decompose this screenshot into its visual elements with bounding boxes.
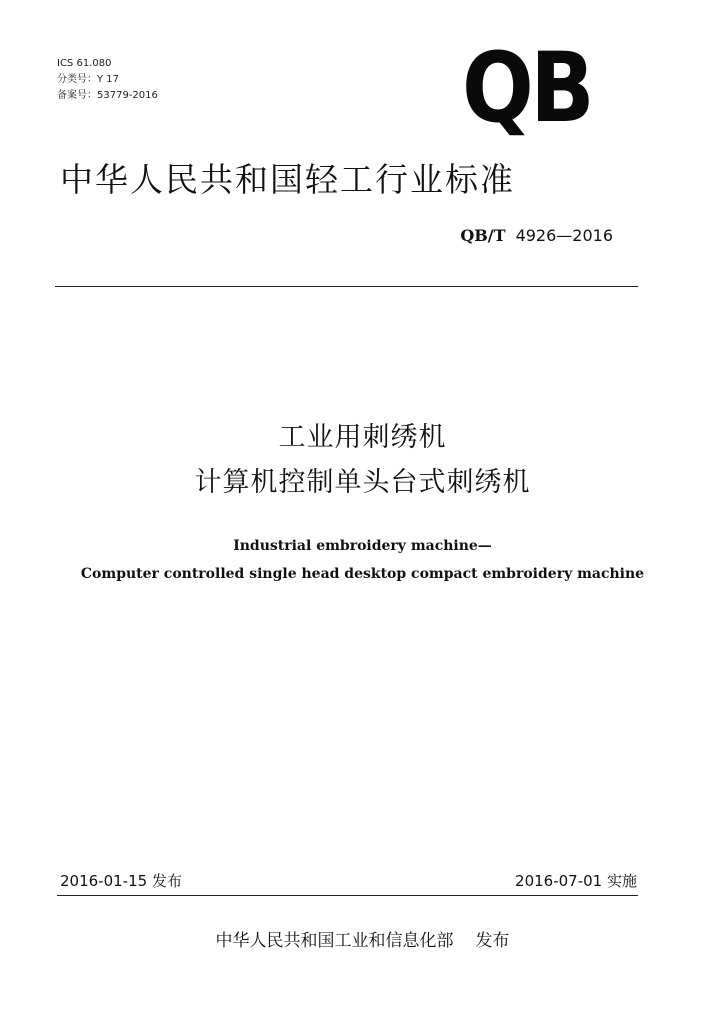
issuer-name: 中华人民共和国工业和信息化部 xyxy=(215,931,454,951)
bottom-divider xyxy=(57,895,638,896)
classification-number: 分类号：Y 17 xyxy=(57,74,120,85)
record-number: 备案号：53779-2016 xyxy=(57,90,158,101)
title-en-line2: Computer controlled single head desktop compact embroidery machine xyxy=(80,566,645,582)
top-divider xyxy=(55,286,638,287)
issue-date: 2016-01-15 发布 xyxy=(60,872,182,890)
issuer-verb: 发布 xyxy=(475,931,510,951)
organization-title: 中华人民共和国轻工行业标准 xyxy=(60,160,515,199)
standard-number xyxy=(460,226,613,246)
qb-logo: QB xyxy=(462,32,592,144)
ics-code: ICS 61.080 xyxy=(57,58,112,69)
implementation-date: 2016-07-01 实施 xyxy=(515,872,637,890)
document-metadata xyxy=(57,56,158,104)
title-cn-line1: 工业用刺绣机 xyxy=(278,422,447,453)
standard-prefix: QB/T xyxy=(460,226,506,245)
issuing-authority xyxy=(0,930,725,952)
title-cn-line2: 计算机控制单头台式刺绣机 xyxy=(194,467,531,498)
standard-code: 4926—2016 xyxy=(515,226,613,245)
title-en-line1: Industrial embroidery machine— xyxy=(233,538,492,554)
